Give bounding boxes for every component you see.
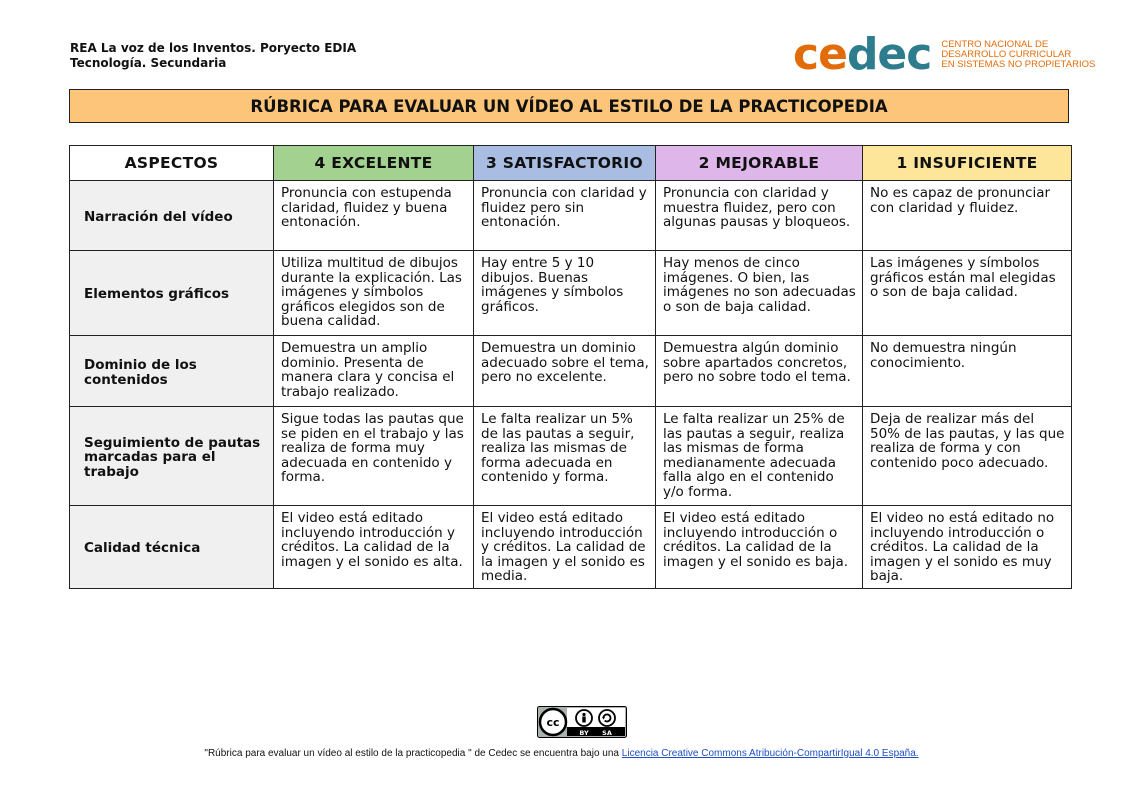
license-link[interactable]: Licencia Creative Commons Atribución-CompartirIgual 4.0 España. (621, 748, 919, 759)
table-cell: Hay menos de cinco imágenes. O bien, las imágenes no son adecuadas o son de baja calidad. (656, 251, 863, 336)
header-excelente: 4 EXCELENTE (274, 146, 474, 181)
table-cell: Las imágenes y símbolos gráficos están mal elegidas o son de baja calidad. (863, 251, 1072, 336)
header-project: REA La voz de los Inventos. Poryecto EDIA (70, 41, 357, 55)
table-cell: El video no está editado no incluyendo introducción o créditos. La calidad de la imagen y el sonido es muy baja. (863, 506, 1072, 589)
header-insuficiente: 1 INSUFICIENTE (863, 146, 1072, 181)
header-aspectos: ASPECTOS (70, 146, 274, 181)
table-cell: Demuestra algún dominio sobre apartados concretos, pero no sobre todo el tema. (656, 336, 863, 407)
table-cell: El video está editado incluyendo introducción y créditos. La calidad de la imagen y el sonido es alta. (274, 506, 474, 589)
cedec-logo-subtitle: CENTRO NACIONAL DE DESARROLLO CURRICULAR EN SISTEMAS NO PROPIETARIOS (941, 39, 1096, 70)
table-row (70, 336, 1072, 407)
table-cell: Pronuncia con claridad y muestra fluidez, pero con algunas pausas y bloqueos. (656, 181, 863, 251)
table-cell: Le falta realizar un 5% de las pautas a seguir, realiza las mismas de forma adecuada en contenido y forma. (474, 407, 656, 506)
table-row (70, 181, 1072, 251)
table-cell: Sigue todas las pautas que se piden en el trabajo y las realiza de forma muy adecuada en contenido y forma. (274, 407, 474, 506)
aspect-dominio-contenidos: Dominio de los contenidos (70, 336, 274, 407)
table-cell: El video está editado incluyendo introducción y créditos. La calidad de la imagen y el sonido es media. (474, 506, 656, 589)
rubric-title: RÚBRICA PARA EVALUAR UN VÍDEO AL ESTILO DE LA PRACTICOPEDIA (69, 89, 1069, 123)
table-cell: Utiliza multitud de dibujos durante la explicación. Las imágenes y símbolos gráficos elegidos son de buena calidad. (274, 251, 474, 336)
table-cell: Demuestra un amplio dominio. Presenta de manera clara y concisa el trabajo realizado. (274, 336, 474, 407)
aspect-seguimiento-pautas: Seguimiento de pautas marcadas para el trabajo (70, 407, 274, 506)
cc-by-sa-badge[interactable] (537, 706, 627, 742)
rubric-header-row (70, 146, 1072, 181)
table-cell: Demuestra un dominio adecuado sobre el tema, pero no excelente. (474, 336, 656, 407)
document-header (70, 41, 356, 71)
table-cell: Hay entre 5 y 10 dibujos. Buenas imágenes y símbolos gráficos. (474, 251, 656, 336)
svg-text:SA: SA (602, 729, 612, 737)
table-row (70, 506, 1072, 589)
header-satisfactorio: 3 SATISFACTORIO (474, 146, 656, 181)
header-subject: Tecnología. Secundaria (70, 56, 227, 70)
table-row (70, 251, 1072, 336)
header-mejorable: 2 MEJORABLE (656, 146, 863, 181)
svg-text:cc: cc (546, 716, 560, 729)
table-cell: Pronuncia con estupenda claridad, fluidez y buena entonación. (274, 181, 474, 251)
table-cell: El video está editado incluyendo introducción o créditos. La calidad de la imagen y el sonido es baja. (656, 506, 863, 589)
table-cell: Deja de realizar más del 50% de las pautas, y las que realiza de forma y con contenido poco adecuado. (863, 407, 1072, 506)
table-cell: Pronuncia con claridad y fluidez pero sin entonación. (474, 181, 656, 251)
aspect-calidad-tecnica: Calidad técnica (70, 506, 274, 589)
table-cell: Le falta realizar un 25% de las pautas a seguir, realiza las mismas de forma medianamente adecuada falla algo en el contenido y/o forma. (656, 407, 863, 506)
license-statement: "Rúbrica para evaluar un vídeo al estilo de la practicopedia " de Cedec se encuentra bajo una (204, 748, 622, 759)
aspect-narracion: Narración del vídeo (70, 181, 274, 251)
table-row (70, 407, 1072, 506)
rubric-table (69, 145, 1072, 589)
table-cell: No demuestra ningún conocimiento. (863, 336, 1072, 407)
aspect-elementos-graficos: Elementos gráficos (70, 251, 274, 336)
cedec-logo (793, 29, 1096, 80)
license-footer (0, 748, 1123, 759)
cc-license-icon (537, 706, 627, 738)
table-cell: No es capaz de pronunciar con claridad y fluidez. (863, 181, 1072, 251)
cedec-logo-wordmark: cedec (793, 29, 932, 80)
svg-text:BY: BY (579, 729, 589, 737)
